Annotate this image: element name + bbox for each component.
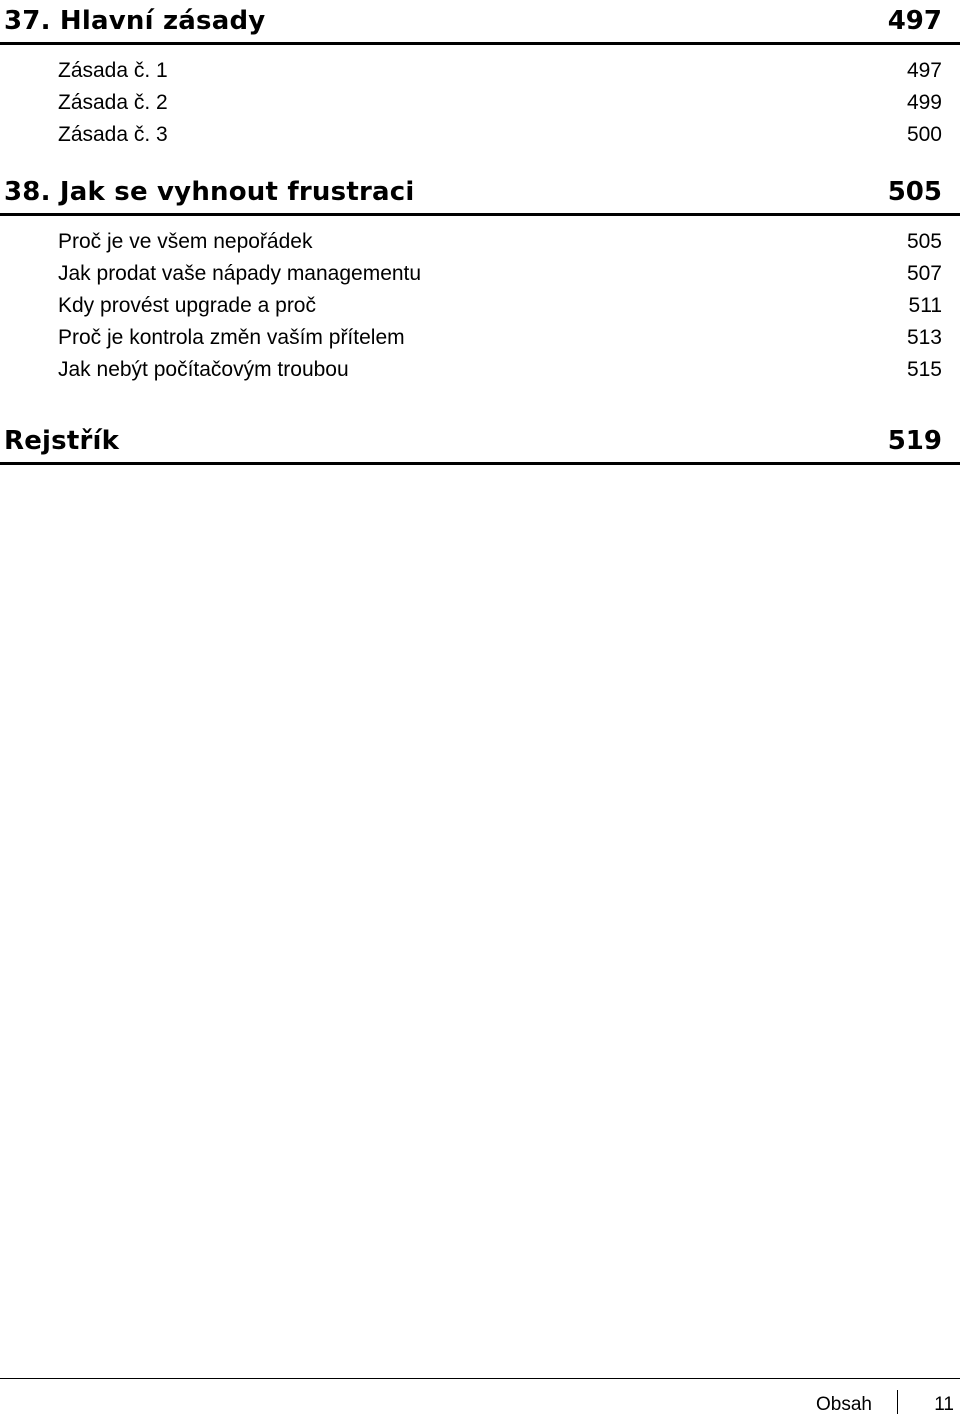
toc-chapter-37 — [0, 2, 960, 151]
entry-page-number: 511 — [908, 294, 942, 317]
chapter-heading — [0, 2, 960, 45]
page-footer — [660, 1390, 960, 1418]
entry-title: Zásada č. 1 — [58, 59, 168, 82]
toc-entry — [0, 55, 960, 87]
toc-entry — [0, 226, 960, 258]
entry-page-number: 513 — [906, 326, 942, 349]
entry-title: Proč je kontrola změn vaším přítelem — [58, 326, 405, 349]
entry-page-number: 497 — [906, 59, 942, 82]
entry-page-number: 500 — [906, 123, 942, 146]
toc-entry — [0, 322, 960, 354]
toc-entry — [0, 290, 960, 322]
chapter-entries — [0, 216, 960, 386]
toc-entry — [0, 258, 960, 290]
footer-page-number: 11 — [934, 1394, 954, 1415]
chapter-page-number: 497 — [887, 6, 942, 36]
toc-entry — [0, 119, 960, 151]
chapter-page-number: 505 — [887, 177, 942, 207]
footer-rule — [0, 1378, 960, 1379]
toc-index — [0, 422, 960, 465]
footer-section-label: Obsah — [816, 1394, 872, 1415]
entry-page-number: 507 — [906, 262, 942, 285]
entry-page-number: 505 — [906, 230, 942, 253]
entry-title: Zásada č. 3 — [58, 123, 168, 146]
entry-title: Proč je ve všem nepořádek — [58, 230, 313, 253]
entry-title: Zásada č. 2 — [58, 91, 168, 114]
entry-page-number: 515 — [906, 358, 942, 381]
chapter-title: Rejstřík — [4, 426, 120, 456]
entry-title: Jak prodat vaše nápady managementu — [58, 262, 422, 285]
entry-title: Kdy provést upgrade a proč — [58, 294, 316, 317]
entry-title: Jak nebýt počítačovým troubou — [58, 358, 349, 381]
toc-chapter-38 — [0, 173, 960, 386]
chapter-entries — [0, 45, 960, 151]
toc-entry — [0, 354, 960, 386]
chapter-title: 38. Jak se vyhnout frustraci — [4, 177, 415, 207]
chapter-title: 37. Hlavní zásady — [4, 6, 266, 36]
chapter-heading — [0, 173, 960, 216]
chapter-page-number: 519 — [887, 426, 942, 456]
entry-page-number: 499 — [906, 91, 942, 114]
footer-separator — [897, 1390, 898, 1414]
toc-entry — [0, 87, 960, 119]
chapter-heading — [0, 422, 960, 465]
